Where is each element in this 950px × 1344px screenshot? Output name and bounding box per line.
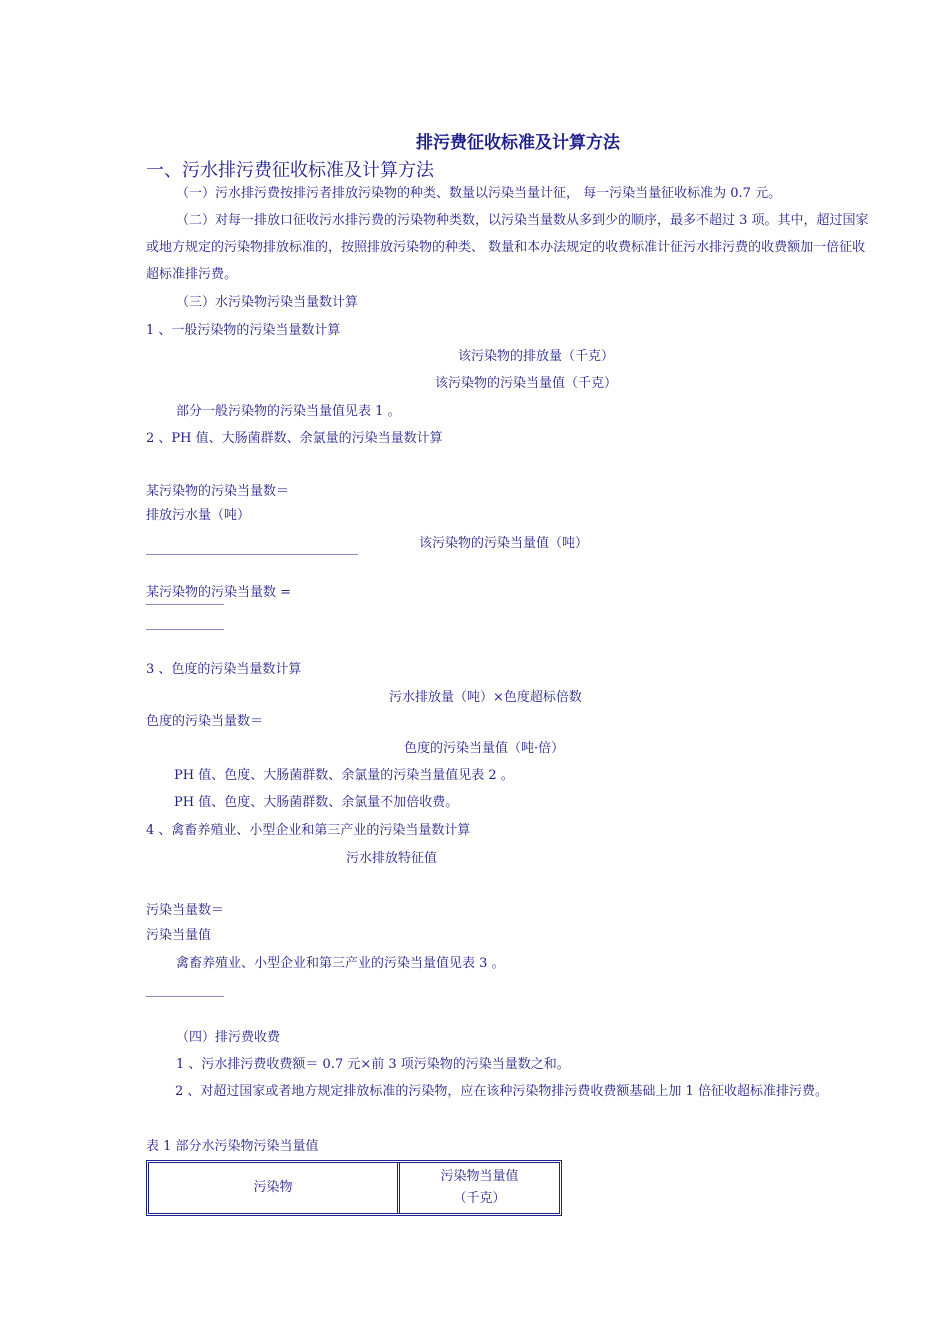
fraction-line xyxy=(146,996,224,997)
fraction-line xyxy=(146,629,224,630)
table-caption: 表 1 部分水污染物污染当量值 xyxy=(146,1139,319,1154)
formula4-numerator: 污水排放特征值 xyxy=(346,851,438,866)
table-header-pollutant: 污染物 xyxy=(149,1163,400,1213)
note-1: 部分一般污染物的污染当量值见表 1 。 xyxy=(176,404,401,419)
formula2-numerator: 排放污水量（吨） xyxy=(146,508,251,523)
pollutant-table xyxy=(146,1160,562,1216)
formula3-denominator: 色度的污染当量值（吨·倍） xyxy=(404,741,565,756)
fraction-line xyxy=(146,554,358,555)
formula1-denominator: 该污染物的污染当量值（千克） xyxy=(434,376,617,391)
subsection-3: （三）水污染物污染当量数计算 xyxy=(176,295,359,310)
header-line-2: （千克） xyxy=(453,1191,506,1206)
paragraph-2: （二）对每一排放口征收污水排污费的污染物种类数，以污染当量数从多到少的顺序，最多不超过 3 项。其中，超过国家或地方规定的污染物排放标准的，按照排放污染物的种类、 数量和本办法规定的收费标准计征污水排污费的收费额加一倍征收超标准排污费。 xyxy=(146,213,869,282)
note-2: PH 值、色度、大肠菌群数、余氯量的污染当量值见表 2 。 xyxy=(174,768,514,783)
fee-item-1: 1 、污水排污费收费额＝ 0.7 元×前 3 项污染物的污染当量数之和。 xyxy=(176,1057,570,1072)
formula3-numerator: 污水排放量（吨）×色度超标倍数 xyxy=(389,690,582,705)
note-3: PH 值、色度、大肠菌群数、余氯量不加倍收费。 xyxy=(174,795,459,810)
table-header-row xyxy=(149,1163,559,1213)
table-header-equivalent xyxy=(400,1163,559,1213)
formula4-denominator: 污染当量值 xyxy=(146,928,212,943)
page-title: 排污费征收标准及计算方法 xyxy=(416,133,620,153)
formula2-lhs: 某污染物的污染当量数＝ xyxy=(146,484,290,499)
formula4-lhs: 污染当量数＝ xyxy=(146,903,225,918)
fraction-line xyxy=(146,604,224,605)
item-1: 1 、一般污染物的污染当量数计算 xyxy=(146,323,341,338)
subsection-4: （四）排污费收费 xyxy=(176,1030,281,1045)
formula2-denominator: 该污染物的污染当量值（吨） xyxy=(419,536,589,551)
fee-item-2: 2 、对超过国家或者地方规定排放标准的污染物，应在该种污染物排污费收费额基础上加 1 倍征收超标准排污费。 xyxy=(175,1084,828,1099)
header-line-1: 污染物当量值 xyxy=(440,1169,519,1184)
formula1-numerator: 该污染物的排放量（千克） xyxy=(457,349,614,364)
formula2b-lhs: 某污染物的污染当量数 = xyxy=(146,585,292,600)
formula3-lhs: 色度的污染当量数＝ xyxy=(146,714,264,729)
paragraph-1: （一）污水排污费按排污者排放污染物的种类、数量以污染当量计征， 每一污染当量征收标准为 0.7 元。 xyxy=(176,186,782,201)
item-2: 2 、PH 值、大肠菌群数、余氯量的污染当量数计算 xyxy=(146,431,443,446)
item-4: 4 、禽畜养殖业、小型企业和第三产业的污染当量数计算 xyxy=(146,823,471,838)
item-3: 3 、色度的污染当量数计算 xyxy=(146,662,302,677)
note-4: 禽畜养殖业、小型企业和第三产业的污染当量值见表 3 。 xyxy=(176,956,505,971)
section-heading: 一、污水排污费征收标准及计算方法 xyxy=(146,160,434,181)
